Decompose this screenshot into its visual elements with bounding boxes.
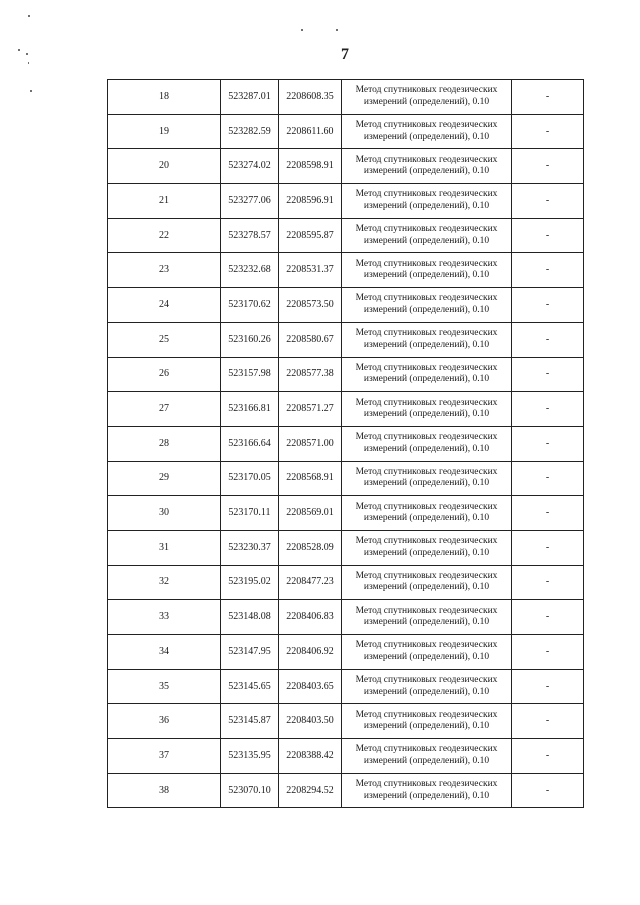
method-line-1: Метод спутниковых геодезических [355, 536, 498, 547]
method-line-2: измерений (определений), 0.10 [363, 513, 490, 524]
method-cell [342, 322, 512, 357]
x-coordinate-cell: 523277.06 [221, 184, 279, 219]
coordinates-table [107, 79, 584, 808]
x-coordinate-cell: 523170.62 [221, 288, 279, 323]
y-coordinate-cell: 2208403.50 [279, 704, 342, 739]
y-coordinate-cell: 2208598.91 [279, 149, 342, 184]
x-coordinate-cell: 523166.64 [221, 426, 279, 461]
table-row [108, 288, 584, 323]
x-coordinate-cell: 523070.10 [221, 773, 279, 808]
table-row [108, 218, 584, 253]
scan-speck [336, 29, 338, 31]
description-cell: - [512, 322, 584, 357]
point-number-cell: 35 [108, 669, 221, 704]
description-cell: - [512, 392, 584, 427]
method-line-2: измерений (определений), 0.10 [363, 478, 490, 489]
method-line-1: Метод спутниковых геодезических [355, 120, 498, 131]
method-cell [342, 530, 512, 565]
method-line-2: измерений (определений), 0.10 [363, 409, 490, 420]
y-coordinate-cell: 2208571.27 [279, 392, 342, 427]
method-line-2: измерений (определений), 0.10 [363, 131, 490, 142]
method-line-1: Метод спутниковых геодезических [355, 258, 498, 269]
table-row [108, 426, 584, 461]
y-coordinate-cell: 2208477.23 [279, 565, 342, 600]
description-cell: - [512, 461, 584, 496]
point-number-cell: 30 [108, 496, 221, 531]
method-cell [342, 149, 512, 184]
coordinates-table-body [108, 80, 584, 808]
scan-speck [28, 15, 30, 17]
point-number-cell: 36 [108, 704, 221, 739]
table-row [108, 253, 584, 288]
method-line-1: Метод спутниковых геодезических [355, 466, 498, 477]
y-coordinate-cell: 2208595.87 [279, 218, 342, 253]
scan-speck [30, 90, 32, 92]
method-line-2: измерений (определений), 0.10 [363, 235, 490, 246]
method-cell [342, 635, 512, 670]
method-cell [342, 704, 512, 739]
method-line-1: Метод спутниковых геодезических [355, 328, 498, 339]
point-number-cell: 33 [108, 600, 221, 635]
method-line-1: Метод спутниковых геодезических [355, 744, 498, 755]
method-cell [342, 461, 512, 496]
method-line-2: измерений (определений), 0.10 [363, 166, 490, 177]
description-cell: - [512, 635, 584, 670]
method-cell [342, 288, 512, 323]
x-coordinate-cell: 523195.02 [221, 565, 279, 600]
method-line-2: измерений (определений), 0.10 [363, 790, 490, 801]
y-coordinate-cell: 2208568.91 [279, 461, 342, 496]
method-line-1: Метод спутниковых геодезических [355, 709, 498, 720]
method-line-2: измерений (определений), 0.10 [363, 582, 490, 593]
method-line-2: измерений (определений), 0.10 [363, 96, 490, 107]
point-number-cell: 38 [108, 773, 221, 808]
table-row [108, 357, 584, 392]
point-number-cell: 20 [108, 149, 221, 184]
table-row [108, 773, 584, 808]
point-number-cell: 18 [108, 80, 221, 115]
method-cell [342, 669, 512, 704]
y-coordinate-cell: 2208294.52 [279, 773, 342, 808]
x-coordinate-cell: 523232.68 [221, 253, 279, 288]
method-line-2: измерений (определений), 0.10 [363, 547, 490, 558]
x-coordinate-cell: 523274.02 [221, 149, 279, 184]
x-coordinate-cell: 523278.57 [221, 218, 279, 253]
table-row [108, 392, 584, 427]
method-cell [342, 392, 512, 427]
method-line-2: измерений (определений), 0.10 [363, 651, 490, 662]
y-coordinate-cell: 2208577.38 [279, 357, 342, 392]
method-line-2: измерений (определений), 0.10 [363, 755, 490, 766]
point-number-cell: 37 [108, 739, 221, 774]
description-cell: - [512, 565, 584, 600]
method-cell [342, 426, 512, 461]
point-number-cell: 25 [108, 322, 221, 357]
point-number-cell: 27 [108, 392, 221, 427]
y-coordinate-cell: 2208406.92 [279, 635, 342, 670]
method-line-2: измерений (определений), 0.10 [363, 443, 490, 454]
method-line-1: Метод спутниковых геодезических [355, 224, 498, 235]
table-row [108, 704, 584, 739]
y-coordinate-cell: 2208531.37 [279, 253, 342, 288]
method-line-2: измерений (определений), 0.10 [363, 617, 490, 628]
description-cell: - [512, 739, 584, 774]
description-cell: - [512, 114, 584, 149]
method-line-1: Метод спутниковых геодезических [355, 675, 498, 686]
method-line-1: Метод спутниковых геодезических [355, 570, 498, 581]
x-coordinate-cell: 523170.11 [221, 496, 279, 531]
method-line-1: Метод спутниковых геодезических [355, 397, 498, 408]
x-coordinate-cell: 523282.59 [221, 114, 279, 149]
point-number-cell: 19 [108, 114, 221, 149]
x-coordinate-cell: 523287.01 [221, 80, 279, 115]
y-coordinate-cell: 2208573.50 [279, 288, 342, 323]
method-line-2: измерений (определений), 0.10 [363, 200, 490, 211]
x-coordinate-cell: 523230.37 [221, 530, 279, 565]
method-line-1: Метод спутниковых геодезических [355, 640, 498, 651]
method-cell [342, 739, 512, 774]
point-number-cell: 22 [108, 218, 221, 253]
description-cell: - [512, 253, 584, 288]
table-row [108, 496, 584, 531]
description-cell: - [512, 357, 584, 392]
x-coordinate-cell: 523170.05 [221, 461, 279, 496]
point-number-cell: 23 [108, 253, 221, 288]
point-number-cell: 28 [108, 426, 221, 461]
y-coordinate-cell: 2208608.35 [279, 80, 342, 115]
x-coordinate-cell: 523148.08 [221, 600, 279, 635]
point-number-cell: 24 [108, 288, 221, 323]
table-row [108, 669, 584, 704]
method-line-1: Метод спутниковых геодезических [355, 779, 498, 790]
x-coordinate-cell: 523145.87 [221, 704, 279, 739]
x-coordinate-cell: 523147.95 [221, 635, 279, 670]
method-line-2: измерений (определений), 0.10 [363, 339, 490, 350]
method-line-1: Метод спутниковых геодезических [355, 85, 498, 96]
y-coordinate-cell: 2208596.91 [279, 184, 342, 219]
method-cell [342, 218, 512, 253]
description-cell: - [512, 426, 584, 461]
method-line-1: Метод спутниковых геодезических [355, 501, 498, 512]
y-coordinate-cell: 2208406.83 [279, 600, 342, 635]
scan-speck [301, 29, 303, 31]
method-line-1: Метод спутниковых геодезических [355, 432, 498, 443]
table-row [108, 600, 584, 635]
y-coordinate-cell: 2208580.67 [279, 322, 342, 357]
table-row [108, 322, 584, 357]
x-coordinate-cell: 523135.95 [221, 739, 279, 774]
table-row [108, 565, 584, 600]
y-coordinate-cell: 2208571.00 [279, 426, 342, 461]
y-coordinate-cell: 2208569.01 [279, 496, 342, 531]
y-coordinate-cell: 2208388.42 [279, 739, 342, 774]
method-line-1: Метод спутниковых геодезических [355, 293, 498, 304]
page-number: 7 [341, 46, 349, 63]
description-cell: - [512, 80, 584, 115]
table-row [108, 80, 584, 115]
table-row [108, 149, 584, 184]
method-line-1: Метод спутниковых геодезических [355, 189, 498, 200]
method-cell [342, 184, 512, 219]
point-number-cell: 32 [108, 565, 221, 600]
y-coordinate-cell: 2208403.65 [279, 669, 342, 704]
description-cell: - [512, 288, 584, 323]
y-coordinate-cell: 2208528.09 [279, 530, 342, 565]
method-cell [342, 773, 512, 808]
method-line-1: Метод спутниковых геодезических [355, 362, 498, 373]
x-coordinate-cell: 523160.26 [221, 322, 279, 357]
method-cell [342, 357, 512, 392]
table-row [108, 530, 584, 565]
description-cell: - [512, 669, 584, 704]
description-cell: - [512, 184, 584, 219]
method-cell [342, 496, 512, 531]
table-row [108, 461, 584, 496]
description-cell: - [512, 218, 584, 253]
method-line-2: измерений (определений), 0.10 [363, 721, 490, 732]
method-line-2: измерений (определений), 0.10 [363, 304, 490, 315]
method-cell [342, 253, 512, 288]
y-coordinate-cell: 2208611.60 [279, 114, 342, 149]
method-cell [342, 80, 512, 115]
point-number-cell: 21 [108, 184, 221, 219]
method-cell [342, 565, 512, 600]
method-cell [342, 114, 512, 149]
description-cell: - [512, 773, 584, 808]
table-row [108, 184, 584, 219]
method-line-2: измерений (определений), 0.10 [363, 374, 490, 385]
method-line-2: измерений (определений), 0.10 [363, 270, 490, 281]
point-number-cell: 26 [108, 357, 221, 392]
description-cell: - [512, 496, 584, 531]
table-row [108, 635, 584, 670]
x-coordinate-cell: 523157.98 [221, 357, 279, 392]
description-cell: - [512, 600, 584, 635]
method-cell [342, 600, 512, 635]
table-row [108, 114, 584, 149]
description-cell: - [512, 149, 584, 184]
method-line-2: измерений (определений), 0.10 [363, 686, 490, 697]
point-number-cell: 31 [108, 530, 221, 565]
x-coordinate-cell: 523166.81 [221, 392, 279, 427]
table-row [108, 739, 584, 774]
point-number-cell: 34 [108, 635, 221, 670]
x-coordinate-cell: 523145.65 [221, 669, 279, 704]
point-number-cell: 29 [108, 461, 221, 496]
method-line-1: Метод спутниковых геодезических [355, 605, 498, 616]
description-cell: - [512, 530, 584, 565]
method-line-1: Метод спутниковых геодезических [355, 154, 498, 165]
description-cell: - [512, 704, 584, 739]
